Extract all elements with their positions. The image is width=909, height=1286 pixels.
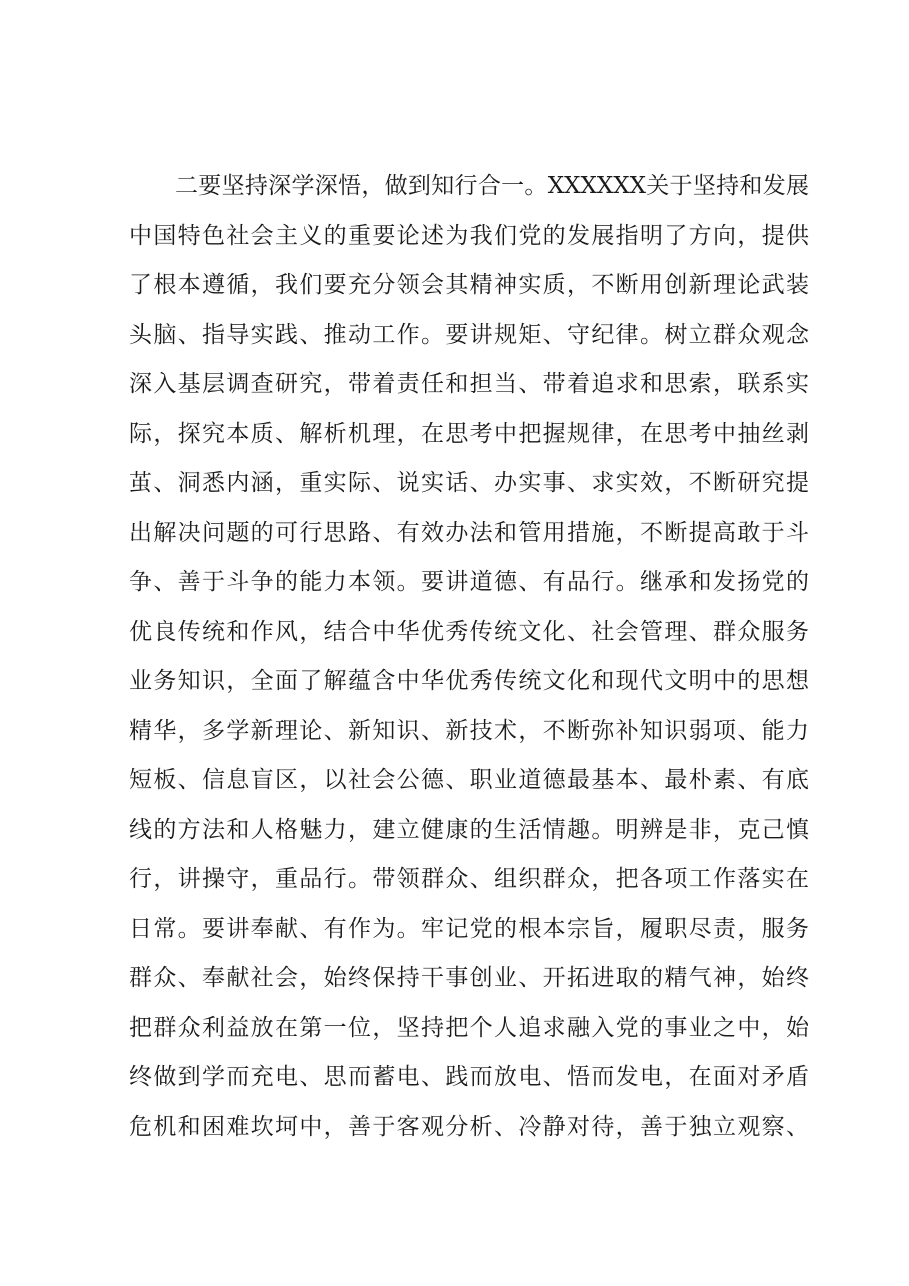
paragraph-line: 茧、洞悉内涵，重实际、说实话、办实事、求实效，不断研究提 [129, 470, 809, 496]
paragraph-line: 短板、信息盲区，以社会公德、职业道德最基本、最朴素、有底 [129, 767, 809, 793]
paragraph-line: 线的方法和人格魅力，建立健康的生活情趣。明辨是非，克己慎 [129, 816, 809, 843]
paragraph-line: 群众、奉献社会，始终保持干事创业、开拓进取的精气神，始终 [129, 965, 809, 991]
body-paragraph [129, 162, 809, 1152]
paragraph-line: 争、善于斗争的能力本领。要讲道德、有品行。继承和发扬党的 [129, 569, 809, 595]
paragraph-line: 中国特色社会主义的重要论述为我们党的发展指明了方向，提供 [129, 222, 809, 249]
paragraph-line: 危机和困难坎坷中，善于客观分析、冷静对待，善于独立观察、 [129, 1113, 809, 1140]
paragraph-line: 出解决问题的可行思路、有效办法和管用措施，不断提高敢于斗 [129, 519, 809, 546]
paragraph-line: 了根本遵循，我们要充分领会其精神实质，不断用创新理论武装 [129, 272, 809, 298]
paragraph-line: 头脑、指导实践、推动工作。要讲规矩、守纪律。树立群众观念 [129, 321, 809, 348]
paragraph-line: 行，讲操守，重品行。带领群众、组织群众，把各项工作落实在 [129, 866, 809, 892]
paragraph-line: 优良传统和作风，结合中华优秀传统文化、社会管理、群众服务 [129, 618, 809, 645]
paragraph-line: 深入基层调查研究，带着责任和担当、带着追求和思索，联系实 [129, 371, 809, 397]
paragraph-line: 际，探究本质、解析机理，在思考中把握规律，在思考中抽丝剥 [129, 420, 809, 447]
paragraph-line: 精华，多学新理论、新知识、新技术，不断弥补知识弱项、能力 [129, 717, 809, 744]
paragraph-line: 把群众利益放在第一位，坚持把个人追求融入党的事业之中，始 [129, 1014, 809, 1041]
paragraph-line: 终做到学而充电、思而蓄电、践而放电、悟而发电，在面对矛盾 [129, 1064, 809, 1090]
paragraph-line: 二要坚持深学深悟，做到知行合一。XXXXXX关于坚持和发展 [175, 173, 809, 199]
paragraph-line: 日常。要讲奉献、有作为。牢记党的根本宗旨，履职尽责，服务 [129, 915, 809, 942]
paragraph-line: 业务知识，全面了解蕴含中华优秀传统文化和现代文明中的思想 [129, 668, 809, 694]
